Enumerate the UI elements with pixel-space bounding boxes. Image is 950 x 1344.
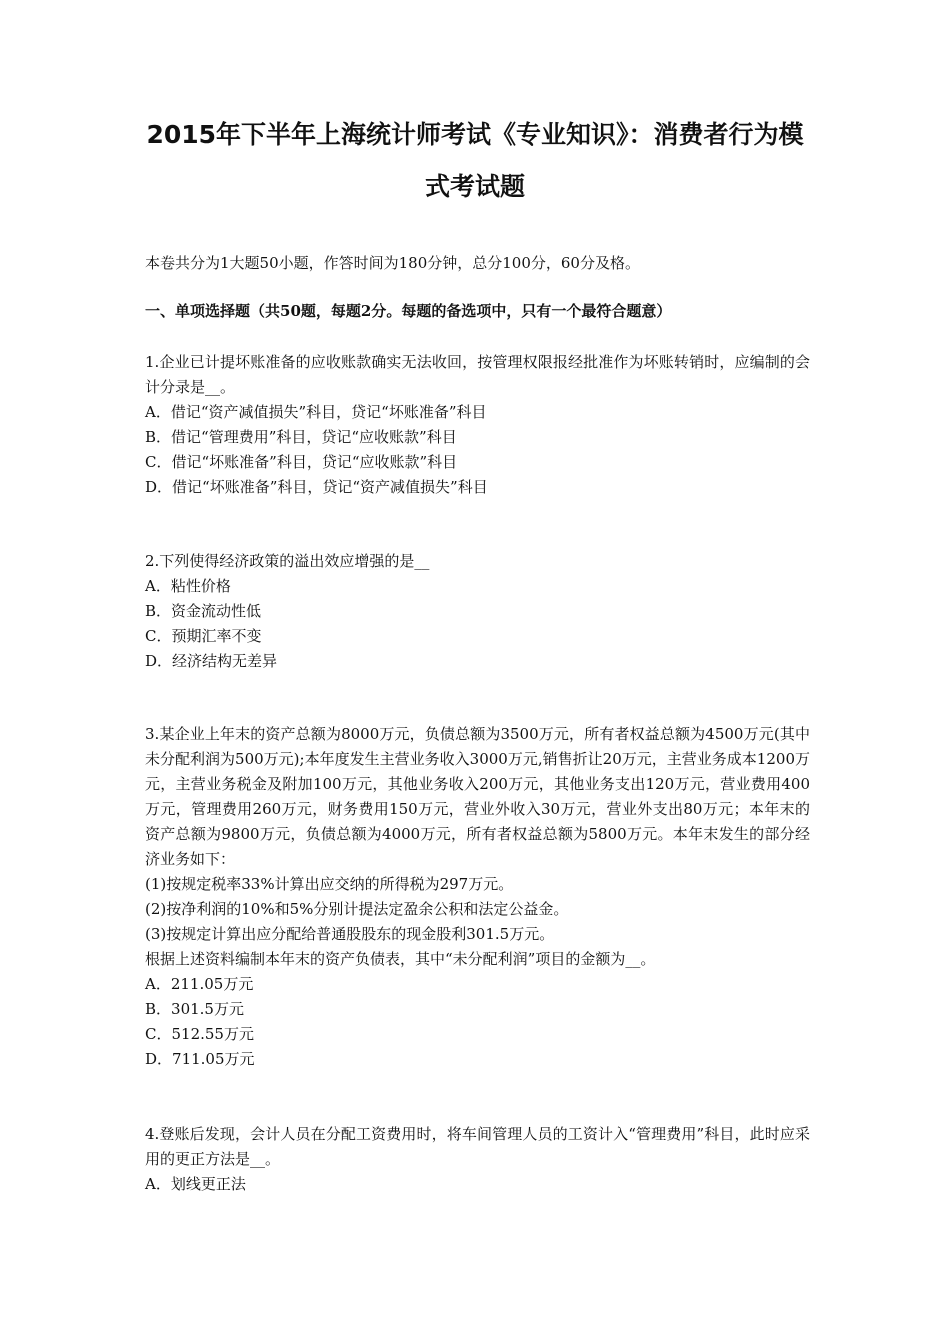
question-item-1: (1)按规定税率33%计算出应交纳的所得税为297万元。 (145, 875, 514, 893)
question-2 (145, 549, 810, 674)
option-a: A．划线更正法 (145, 1175, 246, 1193)
question-stem: 3.某企业上年末的资产总额为8000万元，负债总额为3500万元，所有者权益总额为4500万元(其中未分配利润为500万元);本年度发生主营业务收入3000万元,销售折让20万元，主营业务成本1200万元，主营业务税金及附加100万元，其他业务收入200万元，其他业务支出120万元，营业费用400万元，管理费用260万元，财务费用150万元，营业外收入30万元，营业外支出80万元；本年末的资产总额为9800万元，负债总额为4000万元，所有者权益总额为5800万元。本年末发生的部分经济业务如下： (145, 725, 810, 868)
section-heading: 一、单项选择题（共50题，每题2分。每题的备选项中，只有一个最符合题意） (145, 302, 672, 320)
option-c: C．预期汇率不变 (145, 627, 262, 645)
question-1 (145, 350, 810, 500)
question-item-2: (2)按净利润的10%和5%分别计提法定盈余公积和法定公益金。 (145, 900, 569, 918)
option-a: A．粘性价格 (145, 577, 231, 595)
question-stem: 1.企业已计提坏账准备的应收账款确实无法收回，按管理权限报经批准作为坏账转销时，应编制的会计分录是__。 (145, 353, 810, 396)
option-d: D．借记“坏账准备”科目，贷记“资产减值损失”科目 (145, 478, 488, 496)
option-d: D．经济结构无差异 (145, 652, 278, 670)
question-3 (145, 722, 810, 1072)
option-a: A．211.05万元 (145, 975, 254, 993)
document-title-line-2: 式考试题 (424, 172, 525, 201)
exam-intro: 本卷共分为1大题50小题，作答时间为180分钟，总分100分，60分及格。 (145, 254, 640, 272)
option-d: D．711.05万元 (145, 1050, 255, 1068)
option-b: B．301.5万元 (145, 1000, 244, 1018)
option-a: A．借记“资产减值损失”科目，贷记“坏账准备”科目 (145, 403, 487, 421)
option-b: B．资金流动性低 (145, 602, 262, 620)
question-stem: 2.下列使得经济政策的溢出效应增强的是__ (145, 552, 430, 570)
option-b: B．借记“管理费用”科目，贷记“应收账款”科目 (145, 428, 457, 446)
option-c: C．借记“坏账准备”科目，贷记“应收账款”科目 (145, 453, 458, 471)
question-4 (145, 1122, 810, 1197)
document-title-line-1: 2015年下半年上海统计师考试《专业知识》：消费者行为模 (146, 120, 804, 149)
question-prompt: 根据上述资料编制本年末的资产负债表，其中“未分配利润”项目的金额为__。 (145, 950, 656, 968)
question-item-3: (3)按规定计算出应分配给普通股股东的现金股利301.5万元。 (145, 925, 555, 943)
question-stem: 4.登账后发现，会计人员在分配工资费用时，将车间管理人员的工资计入“管理费用”科目，此时应采用的更正方法是__。 (145, 1125, 810, 1168)
option-c: C．512.55万元 (145, 1025, 254, 1043)
